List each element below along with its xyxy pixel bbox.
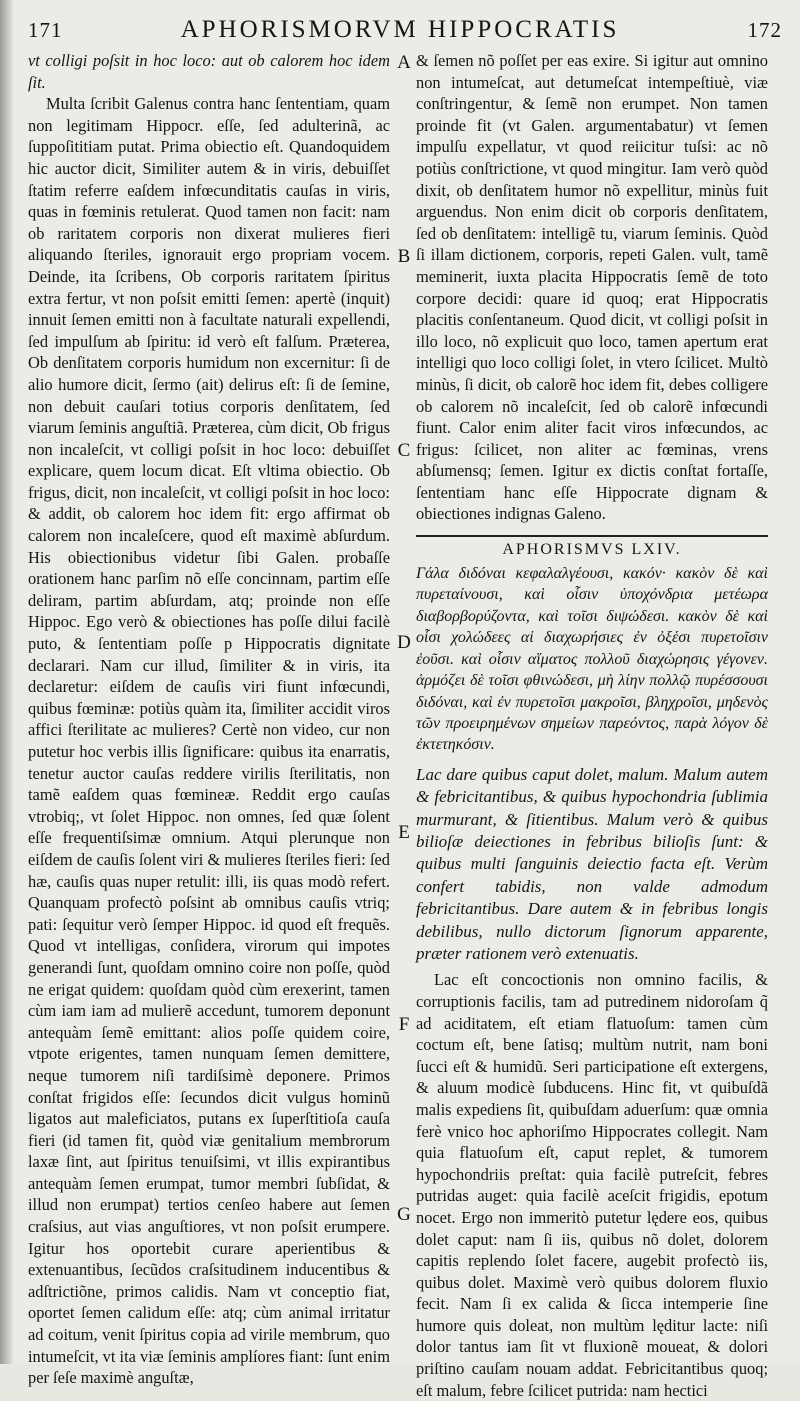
aphorism-commentary: Lac eſt concoctionis non omnino facilis, & corruptionis facilis, tam ad putredinem nidoroſam q̃ ad aciditatem, eſt etiam flatuoſum: tamen cùm coctum eſt, bene ſatisq; multùm nutrit, nam boni ſucci eſt & humidũ. Seri participatione eſt extergens, & aluum modicè ſubducens. Hinc fit, vt quibuſdã malis expediens ſit, quibuſdam aduerſum: quæ omnia ferè vnico hoc aphoriſmo Hippocrates collegit. Nam quia flatuoſum eſt, caput replet, & tumorem hypochondriis preſtat: quia facilè putreſcit, febres putridas auget: quia facilè aceſcit frigidis, epotum nocet. Ergo non immeritò putetur lędere eos, quibus dolet caput: nam ſi iis, quibus nõ dolet, dolorem capitis replendo ſolet facere, augebit profectò iis, quibus dolet. Maximè verò quibus dolorem fluxio fecit. Nam ſi ex calida & ſicca intemperie ſine humore quis doleat, non multùm lęditur lacte: niſi dolor tantus iam ſit vt fluxionẽ moueat, & dolori priſtino cauſam nouam addat. Febricitantibus quoq; eſt malum, febre ſcilicet putrida: nam hectici	[416, 970, 768, 1400]
margin-letter-g: G	[397, 1204, 411, 1225]
margin-letter-e: E	[398, 822, 410, 843]
page-header	[0, 18, 800, 48]
section-rule	[416, 535, 768, 537]
gutter-shadow	[0, 0, 14, 1364]
left-commentary: Multa ſcribit Galenus contra hanc ſententiam, quam non legitimam Hippocr. eſſe, ſed adulterinã, ac ſuppoſititiam putat. Prima obiectio eſt. Quandoquidem hic auctor dicit, Similiter autem & in viris, debuiſſet ſtatim referre eaſdem infœcunditatis cauſas in viris, quas in fœminis retulerat. Quod tamen non facit: nam ob raritatem corporis non dixerat mulieres fieri aliquando ſteriles, ignorauit ergo propriam vocem. Deinde, ita ſcribens, Ob corporis raritatem ſpiritus extra fertur, vt non poſsit emitti ſemen: apertè (inquit) innuit ſemen emitti non à facultate naturali expellendi, ſed impulſum ab ſpiritu: id verò eſt falſum. Præterea, Ob denſitatem corporis humidum non excernitur: ſi de alio humore dicit, ſermo (ait) delirus eſt: ſi de ſemine, non debuit cauſari totius corporis denſitatem, ſed viarum ſeminis anguſtiã. Præterea, cùm dicit, Ob frigus non incaleſcit, vt colligi poſsit in hoc loco: debuiſſet explicare, quem locum dicat. Eſt vltima obiectio. Ob frigus, dicit, non incaleſcit, vt colligi poſsit in hoc loco: & addit, ob calorem hoc idem fit: ergo affirmat ob calorem non incaleſcere, quod eſt maximè abſurdum. His obiectionibus videtur ſibi Galen. probaſſe orationem hanc parſim nõ eſſe concinnam, partim eſſe deliram, partim abſurdam, atq; proinde non eſſe Hippoc. Ego verò & obiectiones has poſſe dilui facilè puto, & ſententiam poſſe p Hippocratis dignitate declarari. Nam cur illud, ſimiliter & in viris, ita declaretur: eiſdem de cauſis viri fiunt infœcundi, quibus fœminæ: potiùs quàm ita, ſimiliter accidit viros affici ſterilitate ac mulieres? Certè non video, cur non putetur hoc verbis illis ſignificare: quibus ita enarratis, tenetur auctor cauſas reddere virilis ſterilitatis, non tamẽ eaſdem quas fœmineæ. Reddit ergo cauſas vtrobiq;, vt ſolet Hippoc. non omnes, ſed quæ ſolent eſſe frequentiſsimæ omnium. Atqui plerunque non eiſdem de cauſis ſolent viri & mulieres ſteriles fieri: ſed hæ, cauſis quas nuper retulit: illi, iis quas modò refert. Quanquam profectò poſsint ab omnibus cauſis vtriq; pati: ſequitur verò ſemper Hippoc. id quod eſt frequẽs. Quod vt intelligas, conſidera, virorum qui impotes generandi ſunt, quoſdam omnino coire non poſſe, quòd ne erigat quidem: quoſdam quòd cùm erexerint, tamen cùm iam iam ad mulierẽ accedunt, tumorem deponunt antequàm ſemẽ emittant: alios poſſe quidem coire, vtpote erigentes, tamen nunquam ſemen demittere, neque tumorem niſi tardiſsimè deponere. Primos conſtat frigidos eſſe: ſecundos dicit vulgus hominũ ligatos aut maleficiatos, putans ex ſuperſtitioſa cauſa fieri (id tamen fit, quòd viæ genitalium membrorum laxæ ſint, aut ſpiritus tenuiſsimi, vt illis expirantibus antequàm ſemen erumpat, tumor membri ſubſidat, & illud non erumpat) tertios cenſeo habere aut ſemen craſsius, aut vias anguſtiores, vt non poſsit erumpere. Igitur hos oportebit curare aperientibus & extenuantibus, ſecũdos craſsitudinem inducentibus & adſtrictiõne, primos calidis. Nam vt conceptio fiat, oportet ſemen calidum eſſe: atq; cùm animal irritatur ad coitum, venit ſpiritus copia ad virile membrum, quo intumeſcit, vt ita viæ ſeminis amplíores fiant: ſunt enim per ſeſe maximè anguſtæ,	[28, 94, 390, 1388]
aphorism-heading: APHORISMVS LXIV.	[502, 541, 682, 559]
left-column	[28, 50, 390, 1389]
right-column	[416, 50, 768, 1401]
page-number-right: 172	[747, 18, 782, 42]
left-intro-italic: vt colligi poſsit in hoc loco: aut ob calorem hoc idem ſit.	[28, 51, 390, 92]
margin-letter-b: B	[397, 246, 411, 267]
margin-letter-a: A	[397, 52, 411, 73]
latin-aphorism: Lac dare quibus caput dolet, malum. Malum autem & febricitantibus, & quibus hypochondria ſublimia murmurant, & ſitientibus. Malum verò & quibus bilioſæ deiectiones in febribus bilioſis ſunt: & quibus multi ſanguinis deiectio facta eſt. Verùm confert tabidis, non valde admodum febricitantibus. Dare autem & in febribus longis debilibus, nullo dictorum ſignorum apparente, præter rationem verò extenuatis.	[416, 764, 768, 963]
margin-letter-f: F	[398, 1014, 410, 1035]
page-number-left: 171	[28, 18, 63, 42]
margin-letter-c: C	[397, 440, 411, 461]
greek-text: Γάλα διδόναι κεφαλαλγέουσι, κακόν· κακὸν δὲ καὶ πυρεταίνουσι, καὶ οἷσιν ὑποχόνδρια μετέωρα διαβορβορύζοντα, καὶ τοῖσι διψώδεσι. κακὸν δὲ καὶ οἷσι χολώδεες αἱ διαχωρήσιες ἐν ὀξέσι πυρετοῖσιν ἐοῦσι. καὶ οἷσιν αἵματος πολλοῦ διαχώρησις γέγονεν. ἁρμόζει δὲ τοῖσι φθινώδεσι, μὴ λίην πολλῷ πυρέσσουσι διδόναι, καὶ ἐν πυρετοῖσι μακροῖσι, βληχροῖσι, μηδενὸς τῶν προειρημένων σημείων παρεόντος, παρὰ λόγον δὲ ἐκτετηκόσιν.	[416, 565, 768, 754]
running-title: APHORISMORVM HIPPOCRATIS	[180, 16, 620, 43]
right-commentary-top: & ſemen nõ poſſet per eas exire. Si igitur aut omnino non intumeſcat, aut detumeſcat intempeſtiuè, viæ conſtringentur, & ſemẽ non erumpet. Non tamen proinde fit (vt Galen. argumentabatur) vt ſemen impulſu expellatur, vt quod reiicitur tuſsi: ac nõ potiùs conſtrictione, vt quod mingitur. Iam verò quòd dixit, ob denſitatem humor nõ expellitur, minùs fuit arguendus. Non enim dicit ob corporis denſitatem, ſed ob denſitatem: intelligẽ tu, viarum ſeminis. Quòd ſi illam dictionem, corporis, repeti Galen. vult, tamẽ meminerit, iuxta placita Hippocratis ſemẽ de toto corpore decidi: quare id quoq; erat Hippocratis placitis conſentaneum. Quod dicit, vt colligi poſsit in illo loco, nõ explicuit quo loco, tamen apertum erat intelligi quo loco colligi ſolet, in vtero ſcilicet. Multò minùs, ſi dicit, ob calorẽ hoc idem fit, debes colligere ob calorem nõ incaleſcit, ſed ob calorẽ infœcundi fiunt. Calor enim aliter facit viros infœcundos, ac frigus: ſcilicet, non aliter ac fœminas, vrens abſumensq; ſemen. Igitur ex dictis conſtat fortaſſe, ſententiam hanc eſſe Hippocrate dignam & obiectiones indignas Galeno.	[416, 51, 768, 524]
margin-letter-d: D	[397, 632, 411, 653]
